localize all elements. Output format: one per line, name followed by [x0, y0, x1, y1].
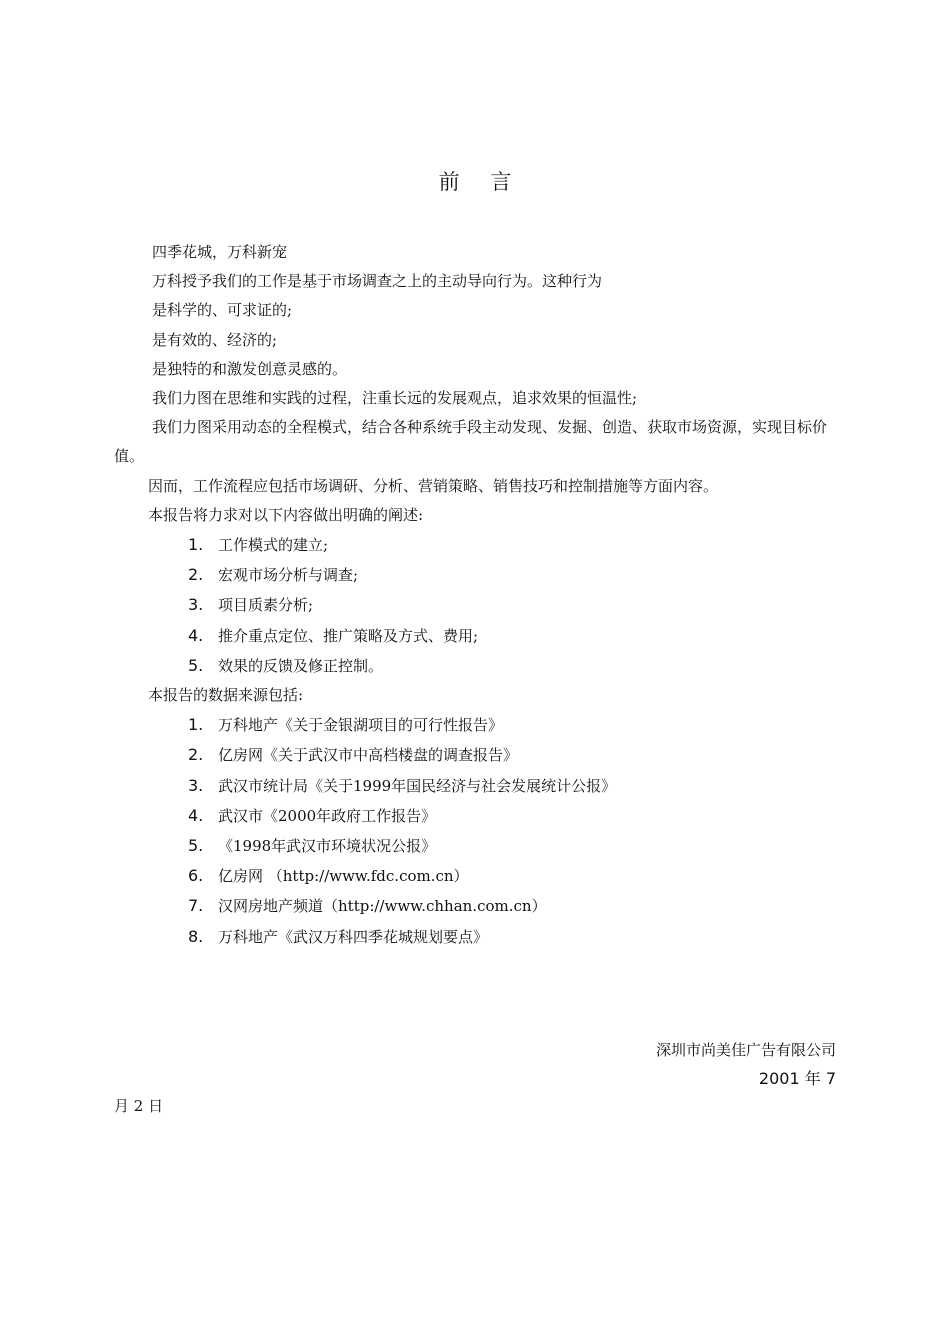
list-text: 工作模式的建立; — [218, 536, 329, 555]
paragraph-line: 我们力图在思维和实践的过程，注重长远的发展观点，追求效果的恒温性; — [152, 389, 638, 408]
list-number: 3. — [188, 595, 204, 615]
list-text: 武汉市统计局《关于1999年国民经济与社会发展统计公报》 — [218, 776, 617, 795]
list-item — [114, 590, 854, 620]
paragraph-wrapped: 我们力图采用动态的全程模式，结合各种系统手段主动发现、发掘、创造、获取市场资源，实现目标价值。 — [114, 418, 828, 466]
date-year-month: 2001 年 7 — [758, 1069, 836, 1088]
paragraph-line: 本报告将力求对以下内容做出明确的阐述: — [148, 505, 424, 524]
page-title: 前 言 — [438, 170, 524, 194]
list-text: 《1998年武汉市环境状况公报》 — [218, 837, 437, 856]
paragraph-line: 是有效的、经济的; — [152, 330, 278, 349]
list-item — [114, 771, 854, 801]
paragraph-line: 四季花城，万科新宠 — [152, 243, 288, 261]
list-text: 宏观市场分析与调查; — [218, 566, 359, 585]
list-item — [114, 922, 854, 952]
paragraph-line: 是独特的和激发创意灵感的。 — [152, 359, 348, 378]
list-item — [114, 710, 854, 740]
list-text: 万科地产《武汉万科四季花城规划要点》 — [218, 927, 489, 946]
list-item — [114, 651, 854, 681]
paragraph-line: 是科学的、可求证的; — [152, 301, 293, 320]
list-number: 2. — [188, 745, 204, 765]
list-number: 7. — [188, 896, 204, 916]
list-text: 武汉市《2000年政府工作报告》 — [218, 806, 437, 825]
list-item — [114, 740, 854, 770]
contents-list — [114, 530, 854, 681]
signature: 深圳市尚美佳广告有限公司 — [655, 1041, 836, 1059]
list-text: 效果的反馈及修正控制。 — [218, 656, 384, 675]
list-text: 亿房网 （http://www.fdc.com.cn） — [218, 867, 469, 886]
sources-list — [114, 710, 854, 952]
list-number: 3. — [188, 775, 204, 795]
list-item — [114, 891, 854, 921]
list-number: 1. — [188, 715, 204, 735]
list-number: 5. — [188, 836, 204, 856]
sources-intro: 本报告的数据来源包括: — [148, 686, 304, 705]
list-number: 4. — [188, 625, 204, 645]
list-item — [114, 861, 854, 891]
list-number: 2. — [188, 565, 204, 585]
paragraph-line: 因而，工作流程应包括市场调研、分析、营销策略、销售技巧和控制措施等方面内容。 — [148, 476, 719, 495]
list-item — [114, 560, 854, 590]
list-text: 推介重点定位、推广策略及方式、费用; — [218, 626, 479, 645]
date-day: 月 2 日 — [114, 1097, 164, 1115]
list-text: 亿房网《关于武汉市中高档楼盘的调查报告》 — [218, 746, 519, 765]
list-number: 1. — [188, 535, 204, 555]
list-text: 万科地产《关于金银湖项目的可行性报告》 — [218, 716, 504, 735]
list-number: 6. — [188, 866, 204, 886]
list-number: 8. — [188, 926, 204, 946]
list-text: 项目质素分析; — [218, 596, 314, 615]
list-text: 汉网房地产频道（http://www.chhan.com.cn） — [218, 897, 547, 916]
list-item — [114, 801, 854, 831]
list-number: 5. — [188, 655, 204, 675]
list-number: 4. — [188, 805, 204, 825]
list-item — [114, 831, 854, 861]
paragraph-line: 万科授予我们的工作是基于市场调查之上的主动导向行为。这种行为 — [152, 272, 603, 291]
document-body — [114, 238, 854, 952]
list-item — [114, 621, 854, 651]
list-item — [114, 530, 854, 560]
